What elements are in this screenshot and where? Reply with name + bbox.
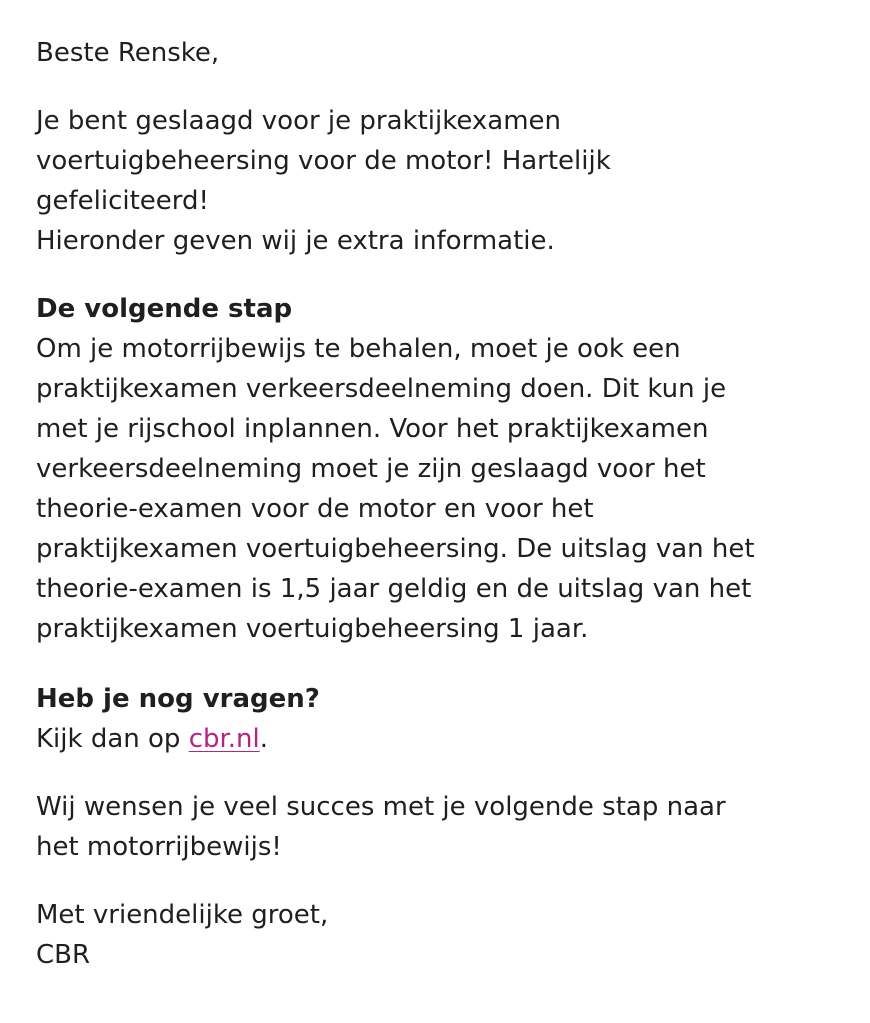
next-step-heading: De volgende stap bbox=[36, 294, 293, 324]
next-step-section bbox=[36, 289, 755, 649]
cbr-link[interactable]: cbr.nl bbox=[188, 724, 260, 754]
wish-line: het motorrijbewijs! bbox=[36, 832, 282, 862]
wish-paragraph bbox=[36, 787, 726, 867]
next-step-line: met je rijschool inplannen. Voor het praktijkexamen bbox=[36, 414, 709, 444]
next-step-line: Om je motorrijbewijs te behalen, moet je ook een bbox=[36, 334, 681, 364]
next-step-line: verkeersdeelneming moet je zijn geslaagd voor het bbox=[36, 454, 706, 484]
questions-text bbox=[36, 719, 320, 759]
next-step-line: praktijkexamen voertuigbeheersing 1 jaar. bbox=[36, 614, 589, 644]
next-step-line: praktijkexamen voertuigbeheersing. De uitslag van het bbox=[36, 534, 755, 564]
questions-section bbox=[36, 679, 320, 759]
next-step-line: theorie-examen voor de motor en voor het bbox=[36, 494, 594, 524]
signature: CBR bbox=[36, 940, 91, 970]
intro-line: voertuigbeheersing voor de motor! Hartelijk bbox=[36, 146, 611, 176]
closing-line: Met vriendelijke groet, bbox=[36, 900, 329, 930]
closing-paragraph bbox=[36, 895, 328, 975]
intro-paragraph bbox=[36, 101, 611, 261]
next-step-line: theorie-examen is 1,5 jaar geldig en de uitslag van het bbox=[36, 574, 752, 604]
intro-line: Hieronder geven wij je extra informatie. bbox=[36, 226, 555, 256]
intro-line: gefeliciteerd! bbox=[36, 186, 209, 216]
wish-line: Wij wensen je veel succes met je volgende stap naar bbox=[36, 792, 726, 822]
next-step-line: praktijkexamen verkeersdeelneming doen. Dit kun je bbox=[36, 374, 727, 404]
intro-line: Je bent geslaagd voor je praktijkexamen bbox=[36, 106, 562, 136]
questions-heading: Heb je nog vragen? bbox=[36, 684, 320, 714]
questions-text-after-link: . bbox=[259, 724, 269, 754]
questions-text-before-link: Kijk dan op bbox=[36, 724, 189, 754]
greeting: Beste Renske, bbox=[36, 38, 220, 68]
